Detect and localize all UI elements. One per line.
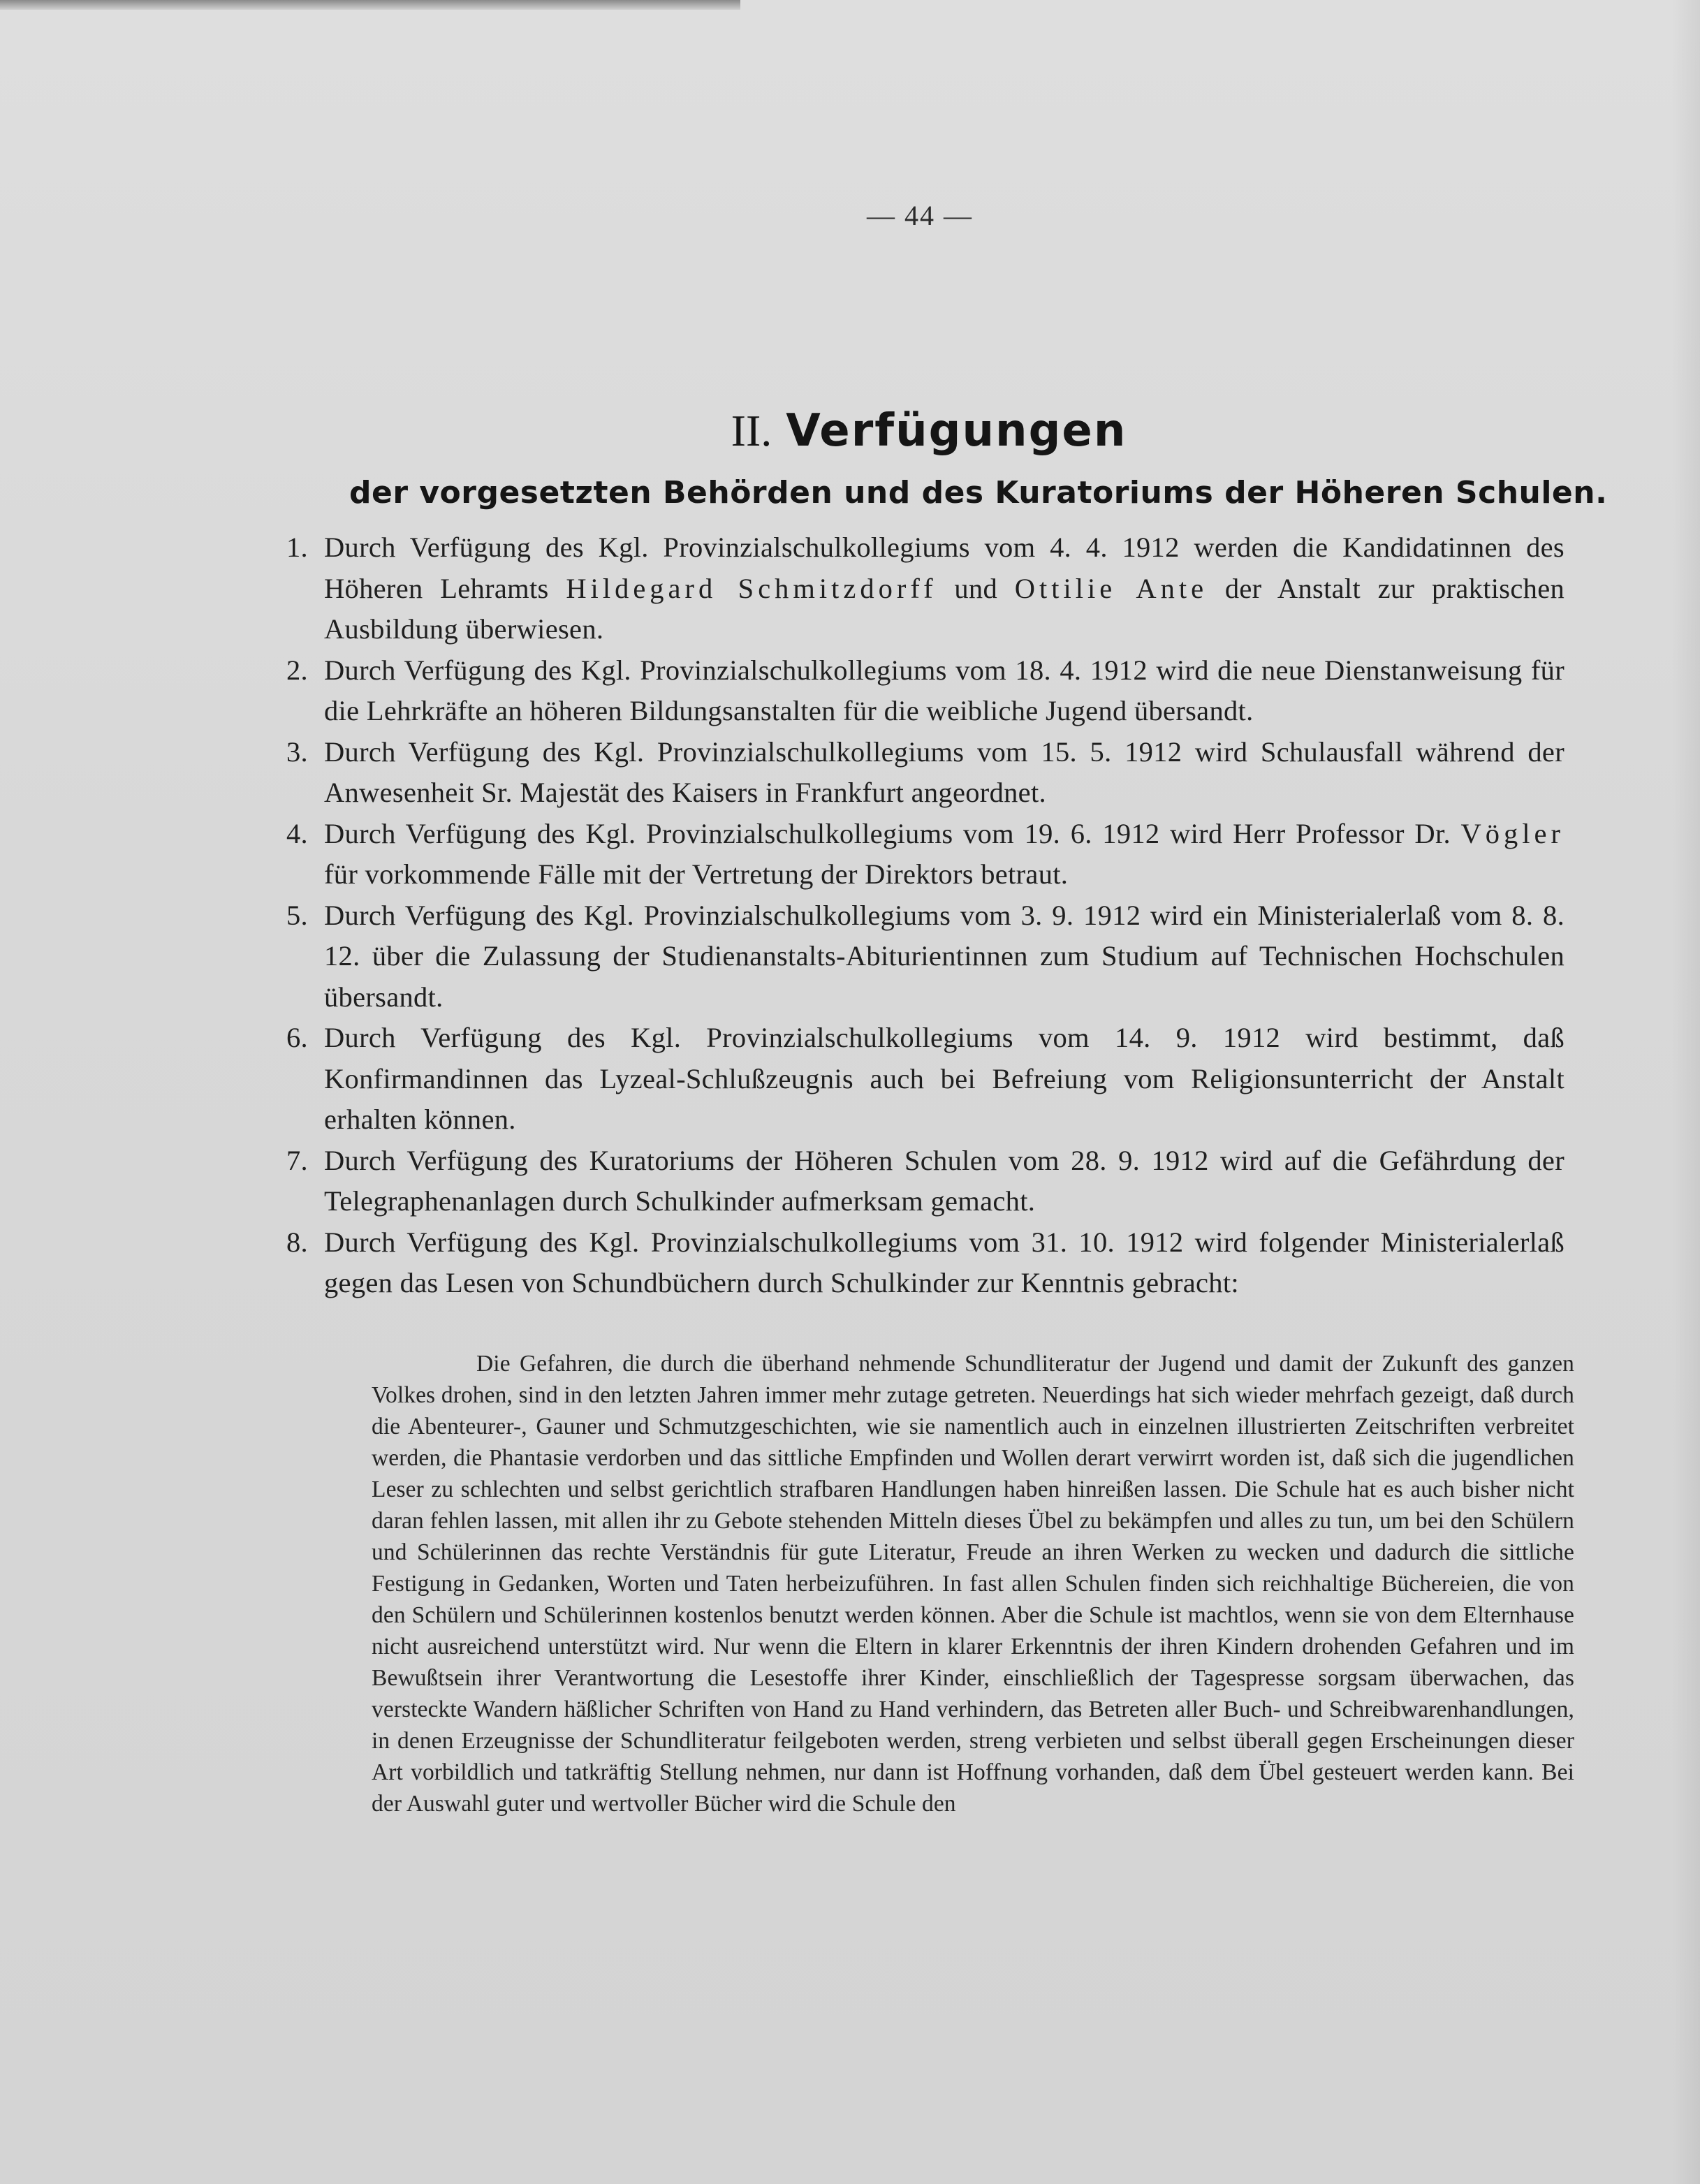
list-item — [286, 814, 1565, 895]
item-text: Durch Verfügung des Kgl. Provinzialschulkollegiums vom 4. 4. 1912 werden die Kandidatinnen des Höheren Lehramts — [324, 532, 1565, 604]
item-number: 6. — [286, 1022, 308, 1053]
item-text: Durch Verfügung des Kgl. Provinzialschulkollegiums vom 15. 5. 1912 wird Schulausfall während der Anwesenheit Sr. Majestät des Kaisers in Frankfurt angeordnet. — [324, 735, 1565, 808]
list-item — [286, 895, 1565, 1018]
section-subtitle: der vorgesetzten Behörden und des Kuratoriums der Höheren Schulen. — [349, 475, 1608, 511]
decree-list — [286, 527, 1565, 1304]
quoted-decree-text: Die Gefahren, die durch die überhand nehmende Schundliteratur der Jugend und damit der Zukunft des ganzen Volkes drohen, sind in den letzten Jahren immer mehr zutage getreten. Neuerdings hat sich wieder mehrfach gezeigt, daß durch die Abenteurer-, Gauner und Schmutzgeschichten, wie sie namentlich auch in einzelnen illustrierten Zeitschriften verbreitet werden, die Phantasie verdorben und das sittliche Empfinden und Wollen derart verwirrt worden ist, daß sich die jugendlichen Leser zu schlechten und selbst gerichtlich strafbaren Handlungen haben hinreißen lassen. Die Schule hat es auch bisher nicht daran fehlen lassen, mit allen ihr zu Gebote stehenden Mitteln dieses Übel zu bekämpfen und alles zu tun, um bei den Schülern und Schülerinnen das rechte Verständnis für gute Literatur, Freude an ihren Werken zu wecken und dadurch die sittliche Festigung in Gedanken, Worten und Taten herbeizuführen. In fast allen Schulen finden sich reichhaltige Büchereien, die von den Schülern und Schülerinnen kostenlos benutzt werden können. Aber die Schule ist machtlos, wenn sie von dem Elternhause nicht ausreichend unterstützt wird. Nur wenn die Eltern in klarer Erkenntnis der ihren Kindern drohenden Gefahren und im Bewußtsein ihrer Verantwortung die Lesestoffe ihrer Kinder, einschließlich der Tagespresse sorgsam überwachen, das versteckte Wandern häßlicher Schriften von Hand zu Hand verhindern, das Betreten aller Buch- und Schreibwarenhandlungen, in denen Erzeugnisse der Schundliteratur feilgeboten werden, streng verbieten und selbst überall gegen Erscheinungen dieser Art vorbildlich und tatkräftig Stellung nehmen, nur dann ist Hoffnung vorhanden, daß dem Übel gesteuert werden kann. Bei der Auswahl guter und wertvoller Bücher wird die Schule den — [372, 1351, 1574, 1817]
item-number: 7. — [286, 1144, 308, 1176]
section-roman-numeral: II. — [731, 406, 772, 455]
item-text: und — [937, 572, 1015, 604]
person-name: Vögler — [1460, 817, 1565, 849]
item-text: für vorkommende Fälle mit der Vertretung der Direktors betraut. — [324, 858, 1069, 890]
list-item — [286, 650, 1565, 732]
binding-edge — [0, 0, 740, 10]
item-text: Durch Verfügung des Kgl. Provinzialschulkollegiums vom 19. 6. 1912 wird Herr Professor Dr. — [324, 817, 1461, 849]
item-text: Durch Verfügung des Kgl. Provinzialschulkollegiums vom 14. 9. 1912 wird bestimmt, daß Konfirmandinnen das Lyzeal-Schlußzeugnis auch bei Befreiung vom Religionsunterricht der Anstalt erhalten können. — [324, 1022, 1565, 1135]
person-name: Ottilie Ante — [1014, 572, 1208, 604]
list-item — [286, 732, 1565, 814]
item-text: Durch Verfügung des Kgl. Provinzialschulkollegiums vom 31. 10. 1912 wird folgender Ministerialerlaß gegen das Lesen von Schundbüchern durch Schulkinder zur Kenntnis gebracht: — [324, 1226, 1565, 1298]
item-number: 4. — [286, 817, 308, 849]
page-edge-shadow — [1672, 0, 1700, 2184]
item-text: Durch Verfügung des Kuratoriums der Höheren Schulen vom 28. 9. 1912 wird auf die Gefährdung der Telegraphenanlagen durch Schulkinder aufmerksam gemacht. — [324, 1144, 1565, 1217]
section-heading — [0, 405, 1700, 457]
item-text: der Anstalt zur praktischen Ausbildung überwiesen. — [324, 572, 1565, 645]
list-item — [286, 527, 1565, 650]
list-item — [286, 1222, 1565, 1304]
page-number: — 44 — — [867, 200, 973, 231]
item-number: 2. — [286, 654, 308, 686]
section-title: Verfügungen — [786, 405, 1127, 457]
item-number: 3. — [286, 735, 308, 768]
list-item — [286, 1141, 1565, 1222]
item-text: Durch Verfügung des Kgl. Provinzialschulkollegiums vom 18. 4. 1912 wird die neue Dienstanweisung für die Lehrkräfte an höheren Bildungsanstalten für die weibliche Jugend übersandt. — [324, 654, 1565, 726]
person-name: Hildegard Schmitzdorff — [566, 572, 937, 604]
item-number: 1. — [286, 532, 308, 563]
item-number: 5. — [286, 899, 308, 931]
item-number: 8. — [286, 1226, 308, 1258]
list-item — [286, 1018, 1565, 1141]
item-text: Durch Verfügung des Kgl. Provinzialschulkollegiums vom 3. 9. 1912 wird ein Ministerialerlaß vom 8. 8. 12. über die Zulassung der Studienanstalts-Abiturientinnen zum Studium auf Technischen Hochschulen übersandt. — [324, 899, 1565, 1013]
